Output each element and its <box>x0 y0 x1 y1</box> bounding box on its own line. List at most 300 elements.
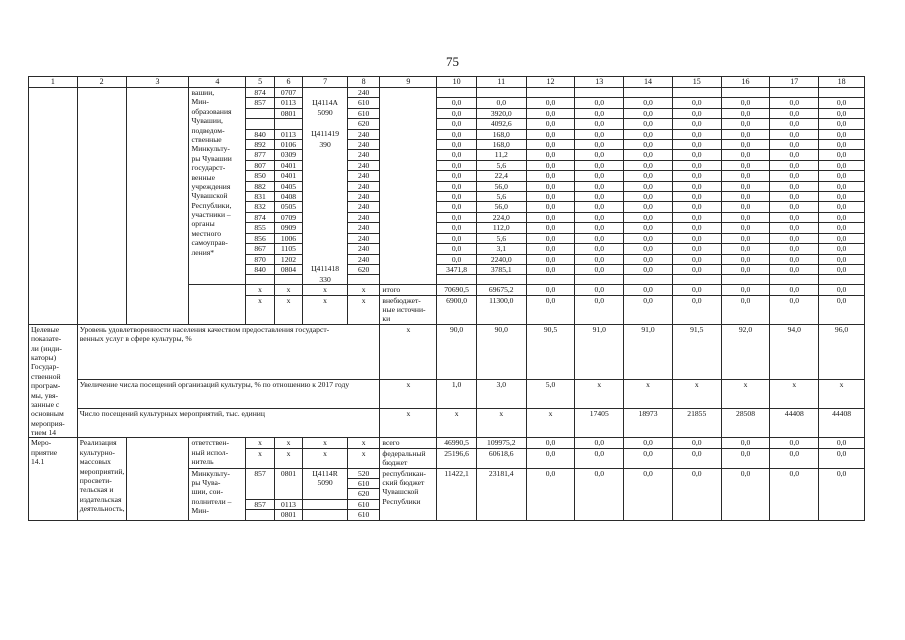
value-cell: 0,0 <box>476 98 526 108</box>
value-cell: 0,0 <box>819 223 865 233</box>
value-cell: 0,0 <box>624 202 673 212</box>
value-cell: 0,0 <box>819 160 865 170</box>
value-cell: 3920,0 <box>476 108 526 118</box>
page-number: 75 <box>446 54 459 69</box>
target-value: 28508 <box>721 409 770 438</box>
table-cell: 6900,0 <box>437 295 477 324</box>
value-cell: 56,0 <box>476 181 526 191</box>
value-cell <box>672 275 721 285</box>
source-cell: x <box>380 409 437 438</box>
grbs-cell: 807 <box>246 160 274 170</box>
table-cell: 0,0 <box>770 468 819 520</box>
value-cell: 0,0 <box>770 140 819 150</box>
value-cell: 0,0 <box>721 223 770 233</box>
value-cell: 0,0 <box>721 129 770 139</box>
csr-cell: 5090 <box>303 108 348 118</box>
value-cell: 0,0 <box>672 150 721 160</box>
value-cell: 0,0 <box>437 254 477 264</box>
value-cell: 5,6 <box>476 160 526 170</box>
value-cell: 0,0 <box>437 150 477 160</box>
table-cell: 857 <box>246 468 274 499</box>
grbs-cell: 892 <box>246 140 274 150</box>
grbs-cell: 857 <box>246 98 274 108</box>
table-cell: 0,0 <box>819 438 865 448</box>
value-cell: 3,1 <box>476 244 526 254</box>
source-cell: итого <box>380 285 437 295</box>
table-cell: 0,0 <box>672 468 721 520</box>
grbs-cell: 877 <box>246 150 274 160</box>
target-value: x <box>575 380 624 409</box>
csr-cell <box>303 212 348 222</box>
value-cell: 0,0 <box>672 129 721 139</box>
table-cell: 23181,4 <box>476 468 526 520</box>
source-cell: всего <box>380 438 437 448</box>
target-value: 96,0 <box>819 324 865 379</box>
table-cell: 0,0 <box>770 285 819 295</box>
target-text: Увеличение числа посещений организаций культуры, % по отношению к 2017 году <box>77 380 380 409</box>
value-cell: 0,0 <box>770 244 819 254</box>
value-cell: 0,0 <box>819 181 865 191</box>
grbs-cell: 850 <box>246 171 274 181</box>
value-cell: 0,0 <box>672 140 721 150</box>
grbs-cell <box>246 119 274 129</box>
grbs-cell: 840 <box>246 129 274 139</box>
value-cell: 0,0 <box>819 119 865 129</box>
table-cell: 0,0 <box>819 295 865 324</box>
value-cell: 0,0 <box>575 254 624 264</box>
column-header: 3 <box>126 77 189 88</box>
csr-cell <box>303 150 348 160</box>
value-cell: 0,0 <box>624 171 673 181</box>
table-cell: x <box>274 295 302 324</box>
budget-table <box>28 76 865 521</box>
grbs-cell: 867 <box>246 244 274 254</box>
table-cell: 0,0 <box>575 468 624 520</box>
target-value: 44408 <box>819 409 865 438</box>
value-cell <box>624 88 673 98</box>
csr-cell <box>303 233 348 243</box>
value-cell: 0,0 <box>721 119 770 129</box>
executor-cell: вашии, Мин- образования Чувашии, подведом- ственные Минкульту- ры Чувашии государст- венные учреждения Чувашской Республики, участники – органы местного самоуправ- ления* <box>189 88 246 285</box>
table-cell: 0,0 <box>721 438 770 448</box>
value-cell: 5,6 <box>476 233 526 243</box>
rzpr-cell: 0401 <box>274 160 302 170</box>
value-cell: 0,0 <box>770 192 819 202</box>
table-cell: 0,0 <box>721 468 770 520</box>
value-cell: 0,0 <box>437 212 477 222</box>
table-cell: 70690,5 <box>437 285 477 295</box>
table-cell: 0,0 <box>721 448 770 468</box>
table-cell: 0,0 <box>624 438 673 448</box>
table-cell: x <box>274 438 302 448</box>
vr-cell: 240 <box>347 254 380 264</box>
value-cell: 0,0 <box>770 264 819 274</box>
value-cell: 0,0 <box>672 160 721 170</box>
value-cell: 0,0 <box>437 192 477 202</box>
value-cell: 0,0 <box>575 150 624 160</box>
value-cell: 0,0 <box>624 160 673 170</box>
value-cell: 0,0 <box>819 233 865 243</box>
csr-cell <box>303 88 348 98</box>
rzpr-cell: 0106 <box>274 140 302 150</box>
value-cell: 0,0 <box>819 202 865 212</box>
value-cell: 0,0 <box>721 181 770 191</box>
table-cell: 0,0 <box>575 285 624 295</box>
value-cell: 0,0 <box>437 108 477 118</box>
value-cell <box>819 275 865 285</box>
value-cell: 0,0 <box>819 171 865 181</box>
grbs-cell: 874 <box>246 212 274 222</box>
target-value: x <box>526 409 575 438</box>
rzpr-cell: 1006 <box>274 233 302 243</box>
table-cell: x <box>303 438 348 448</box>
header-row <box>29 77 865 88</box>
target-value: 17405 <box>575 409 624 438</box>
value-cell: 0,0 <box>575 181 624 191</box>
table-cell: 0,0 <box>526 295 575 324</box>
value-cell: 0,0 <box>437 181 477 191</box>
value-cell <box>721 275 770 285</box>
column-header: 18 <box>819 77 865 88</box>
value-cell: 0,0 <box>437 98 477 108</box>
table-cell: 0,0 <box>672 438 721 448</box>
column-header: 15 <box>672 77 721 88</box>
table-cell: x <box>274 448 302 468</box>
rzpr-cell: 0709 <box>274 212 302 222</box>
table-cell: 0,0 <box>624 468 673 520</box>
target-row <box>29 324 865 379</box>
rzpr-cell: 1105 <box>274 244 302 254</box>
value-cell: 0,0 <box>526 108 575 118</box>
column-header: 11 <box>476 77 526 88</box>
table-cell: 0,0 <box>721 285 770 295</box>
value-cell: 0,0 <box>526 233 575 243</box>
table-cell: 610 <box>347 499 380 509</box>
vr-cell: 240 <box>347 140 380 150</box>
value-cell: 0,0 <box>437 244 477 254</box>
measure-name: Реализация культурно- массовых мероприятий, просвети- тельская и издательская деятельность, <box>77 438 126 520</box>
table-cell: x <box>303 448 348 468</box>
csr-cell <box>303 119 348 129</box>
table-cell: 11422,1 <box>437 468 477 520</box>
grbs-cell: 840 <box>246 264 274 274</box>
value-cell: 0,0 <box>770 202 819 212</box>
table-cell: 0,0 <box>672 295 721 324</box>
target-value: 44408 <box>770 409 819 438</box>
csr-cell <box>303 171 348 181</box>
target-value: 90,0 <box>437 324 477 379</box>
value-cell <box>672 88 721 98</box>
target-value: 90,0 <box>476 324 526 379</box>
target-value: x <box>770 380 819 409</box>
value-cell: 0,0 <box>721 140 770 150</box>
target-value: x <box>476 409 526 438</box>
value-cell: 0,0 <box>721 150 770 160</box>
value-cell <box>819 88 865 98</box>
value-cell: 0,0 <box>672 108 721 118</box>
value-cell: 0,0 <box>526 212 575 222</box>
table-cell <box>303 510 348 520</box>
value-cell <box>476 275 526 285</box>
value-cell: 22,4 <box>476 171 526 181</box>
value-cell: 0,0 <box>672 254 721 264</box>
value-cell: 0,0 <box>770 171 819 181</box>
value-cell: 3785,1 <box>476 264 526 274</box>
vr-cell: 610 <box>347 98 380 108</box>
table-cell: 0113 <box>274 499 302 509</box>
target-value: 92,0 <box>721 324 770 379</box>
value-cell: 0,0 <box>624 223 673 233</box>
value-cell: 3471,8 <box>437 264 477 274</box>
rzpr-cell: 0401 <box>274 171 302 181</box>
source-empty <box>380 88 437 285</box>
column-header: 12 <box>526 77 575 88</box>
value-cell <box>770 88 819 98</box>
value-cell: 0,0 <box>672 223 721 233</box>
column-header: 8 <box>347 77 380 88</box>
column-header: 17 <box>770 77 819 88</box>
table-cell: 109975,2 <box>476 438 526 448</box>
value-cell: 0,0 <box>721 233 770 243</box>
table-cell: x <box>347 438 380 448</box>
value-cell: 0,0 <box>672 181 721 191</box>
value-cell: 0,0 <box>721 264 770 274</box>
value-cell: 0,0 <box>770 254 819 264</box>
value-cell: 0,0 <box>624 192 673 202</box>
col2-empty <box>77 88 126 325</box>
vr-cell: 240 <box>347 88 380 98</box>
column-header: 2 <box>77 77 126 88</box>
value-cell: 0,0 <box>575 108 624 118</box>
value-cell: 0,0 <box>624 140 673 150</box>
value-cell: 0,0 <box>575 192 624 202</box>
value-cell: 0,0 <box>819 244 865 254</box>
value-cell <box>526 88 575 98</box>
grbs-cell <box>246 108 274 118</box>
value-cell: 0,0 <box>624 181 673 191</box>
value-cell: 0,0 <box>624 254 673 264</box>
table-cell: 0,0 <box>624 285 673 295</box>
table-cell: x <box>303 285 348 295</box>
table-cell: 857 <box>246 499 274 509</box>
value-cell: 0,0 <box>770 108 819 118</box>
column-header: 6 <box>274 77 302 88</box>
rzpr-cell: 0804 <box>274 264 302 274</box>
measure-label: Меро- приятие 14.1 <box>29 438 78 520</box>
table-cell: 60618,6 <box>476 448 526 468</box>
value-cell: 168,0 <box>476 140 526 150</box>
table-cell: 0,0 <box>770 295 819 324</box>
value-cell: 0,0 <box>770 233 819 243</box>
value-cell: 5,6 <box>476 192 526 202</box>
value-cell: 0,0 <box>526 264 575 274</box>
table-cell: 0,0 <box>575 438 624 448</box>
target-value: x <box>624 380 673 409</box>
value-cell: 0,0 <box>624 108 673 118</box>
value-cell: 0,0 <box>575 244 624 254</box>
column-header: 5 <box>246 77 274 88</box>
rzpr-cell: 1202 <box>274 254 302 264</box>
vr-cell: 240 <box>347 192 380 202</box>
column-header: 13 <box>575 77 624 88</box>
table-cell: 620 <box>347 489 380 499</box>
value-cell: 11,2 <box>476 150 526 160</box>
value-cell: 0,0 <box>437 202 477 212</box>
table-cell: 11300,0 <box>476 295 526 324</box>
value-cell: 0,0 <box>819 108 865 118</box>
vr-cell: 620 <box>347 119 380 129</box>
value-cell: 0,0 <box>526 119 575 129</box>
value-cell: 0,0 <box>624 264 673 274</box>
value-cell <box>575 88 624 98</box>
table-cell: 0,0 <box>526 285 575 295</box>
value-cell: 0,0 <box>624 212 673 222</box>
value-cell: 0,0 <box>437 129 477 139</box>
value-cell <box>437 88 477 98</box>
csr-cell: Ц411419 <box>303 129 348 139</box>
value-cell: 0,0 <box>672 212 721 222</box>
table-cell: x <box>274 285 302 295</box>
rzpr-cell: 0113 <box>274 129 302 139</box>
value-cell: 0,0 <box>624 150 673 160</box>
vr-cell: 610 <box>347 108 380 118</box>
vr-cell: 620 <box>347 264 380 274</box>
table-cell: x <box>246 295 274 324</box>
table-cell: 0,0 <box>624 448 673 468</box>
column-header: 4 <box>189 77 246 88</box>
value-cell: 112,0 <box>476 223 526 233</box>
rzpr-cell: 0505 <box>274 202 302 212</box>
value-cell: 0,0 <box>575 264 624 274</box>
table-cell: 0801 <box>274 468 302 499</box>
value-cell: 0,0 <box>721 108 770 118</box>
target-value: x <box>721 380 770 409</box>
value-cell: 0,0 <box>526 181 575 191</box>
grbs-cell: 832 <box>246 202 274 212</box>
csr-cell: Ц4114А <box>303 98 348 108</box>
table-cell: 0,0 <box>575 295 624 324</box>
table-cell: 610 <box>347 510 380 520</box>
value-cell: 0,0 <box>819 264 865 274</box>
value-cell: 0,0 <box>672 233 721 243</box>
vr-cell: 240 <box>347 233 380 243</box>
value-cell: 0,0 <box>437 119 477 129</box>
target-value: 91,5 <box>672 324 721 379</box>
value-cell: 4092,6 <box>476 119 526 129</box>
budget-row <box>29 88 865 98</box>
table-cell: x <box>347 448 380 468</box>
value-cell: 0,0 <box>770 129 819 139</box>
table-cell <box>246 510 274 520</box>
value-cell: 0,0 <box>526 140 575 150</box>
value-cell: 0,0 <box>437 171 477 181</box>
target-text: Число посещений культурных мероприятий, тыс. единиц <box>77 409 380 438</box>
rzpr-cell: 0309 <box>274 150 302 160</box>
value-cell: 0,0 <box>819 150 865 160</box>
value-cell: 0,0 <box>526 150 575 160</box>
csr-cell <box>303 223 348 233</box>
table-cell: 520 <box>347 468 380 478</box>
table-cell: 0,0 <box>624 295 673 324</box>
target-value: 5,0 <box>526 380 575 409</box>
table-cell: 0,0 <box>721 295 770 324</box>
value-cell <box>721 88 770 98</box>
vr-cell: 240 <box>347 212 380 222</box>
csr-cell <box>303 202 348 212</box>
value-cell: 0,0 <box>575 160 624 170</box>
table-cell: 69675,2 <box>476 285 526 295</box>
value-cell: 0,0 <box>819 140 865 150</box>
value-cell: 0,0 <box>526 171 575 181</box>
source-cell: федеральный бюджет <box>380 448 437 468</box>
csr-cell <box>303 181 348 191</box>
value-cell: 0,0 <box>721 244 770 254</box>
grbs-cell: 882 <box>246 181 274 191</box>
table-cell: 0,0 <box>672 285 721 295</box>
value-cell <box>437 275 477 285</box>
value-cell: 0,0 <box>672 98 721 108</box>
value-cell: 0,0 <box>819 192 865 202</box>
csr-cell <box>303 254 348 264</box>
value-cell: 0,0 <box>721 98 770 108</box>
table-cell: x <box>347 285 380 295</box>
grbs-cell <box>246 275 274 285</box>
table-cell: 0,0 <box>770 438 819 448</box>
value-cell <box>526 275 575 285</box>
table-cell: 0,0 <box>819 285 865 295</box>
value-cell: 0,0 <box>770 223 819 233</box>
column-header: 9 <box>380 77 437 88</box>
measure-row <box>29 438 865 448</box>
value-cell: 0,0 <box>575 223 624 233</box>
table-cell: 0,0 <box>672 448 721 468</box>
value-cell: 0,0 <box>575 233 624 243</box>
executor-cell: ответствен- ный испол- нитель <box>189 438 246 468</box>
rzpr-cell: 0707 <box>274 88 302 98</box>
col3-empty <box>126 88 189 325</box>
value-cell: 0,0 <box>672 171 721 181</box>
executor-empty <box>189 285 246 325</box>
value-cell: 0,0 <box>624 98 673 108</box>
table-cell: 0,0 <box>819 448 865 468</box>
target-value: 94,0 <box>770 324 819 379</box>
value-cell: 56,0 <box>476 202 526 212</box>
value-cell: 0,0 <box>819 98 865 108</box>
value-cell: 0,0 <box>575 129 624 139</box>
column-header: 10 <box>437 77 477 88</box>
target-row <box>29 409 865 438</box>
table-cell: Ц4114R 5090 <box>303 468 348 499</box>
value-cell: 2240,0 <box>476 254 526 264</box>
vr-cell <box>347 275 380 285</box>
vr-cell: 240 <box>347 181 380 191</box>
grbs-cell: 856 <box>246 233 274 243</box>
csr-cell: 390 <box>303 140 348 150</box>
column-header: 14 <box>624 77 673 88</box>
rzpr-cell: 0909 <box>274 223 302 233</box>
value-cell: 0,0 <box>819 212 865 222</box>
value-cell: 0,0 <box>437 140 477 150</box>
grbs-cell: 831 <box>246 192 274 202</box>
csr-cell <box>303 160 348 170</box>
value-cell: 0,0 <box>672 119 721 129</box>
vr-cell: 240 <box>347 150 380 160</box>
csr-cell: Ц411418 <box>303 264 348 274</box>
value-cell: 0,0 <box>770 160 819 170</box>
value-cell: 0,0 <box>721 202 770 212</box>
value-cell: 0,0 <box>819 254 865 264</box>
csr-cell: 330 <box>303 275 348 285</box>
